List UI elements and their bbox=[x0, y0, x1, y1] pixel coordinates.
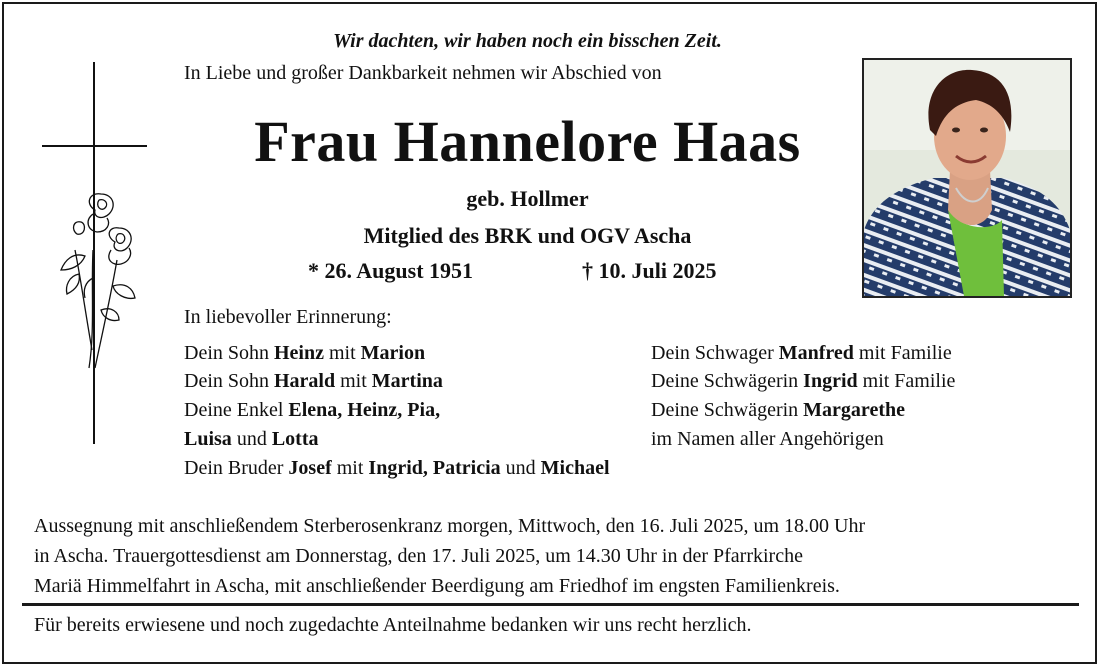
family-line: Deine Schwägerin Ingrid mit Familie bbox=[651, 370, 956, 392]
family-line: Dein Sohn Harald mit Martina bbox=[184, 370, 443, 392]
service-line: Aussegnung mit anschließendem Sterberosenkranz morgen, Mittwoch, den 16. Juli 2025, um 18.00 Uhr bbox=[34, 515, 866, 537]
membership: Mitglied des BRK und OGV Ascha bbox=[363, 223, 692, 248]
thanks-text: Für bereits erwiesene und noch zugedachte Anteilnahme bedanken wir uns recht herzlich. bbox=[34, 614, 752, 636]
birth-name: geb. Hollmer bbox=[466, 186, 589, 211]
family-line: Dein Bruder Josef mit Ingrid, Patricia und Michael bbox=[184, 457, 610, 479]
death-date: † 10. Juli 2025 bbox=[582, 258, 717, 283]
service-line: Mariä Himmelfahrt in Ascha, mit anschließender Beerdigung am Friedhof im engsten Familienkreis. bbox=[34, 575, 840, 597]
divider bbox=[22, 603, 1079, 606]
intro-text: In Liebe und großer Dankbarkeit nehmen wir Abschied von bbox=[184, 62, 662, 84]
family-line: Dein Sohn Heinz mit Marion bbox=[184, 342, 426, 364]
family-line: Deine Schwägerin Margarethe bbox=[651, 399, 905, 421]
service-details bbox=[34, 511, 1084, 601]
service-line: in Ascha. Trauergottesdienst am Donnerstag, den 17. Juli 2025, um 14.30 Uhr in der Pfarrkirche bbox=[34, 545, 803, 567]
family-line: Luisa und Lotta bbox=[184, 428, 319, 450]
portrait-photo bbox=[862, 58, 1072, 298]
family-line: im Namen aller Angehörigen bbox=[651, 428, 884, 450]
motto: Wir dachten, wir haben noch ein bisschen Zeit. bbox=[333, 30, 722, 52]
birth-date: * 26. August 1951 bbox=[308, 258, 474, 283]
family-line: Dein Schwager Manfred mit Familie bbox=[651, 342, 952, 364]
family-line: Deine Enkel Elena, Heinz, Pia, bbox=[184, 399, 441, 421]
deceased-name: Frau Hannelore Haas bbox=[254, 109, 801, 174]
roses-icon bbox=[55, 190, 145, 370]
memory-heading: In liebevoller Erinnerung: bbox=[184, 306, 392, 328]
